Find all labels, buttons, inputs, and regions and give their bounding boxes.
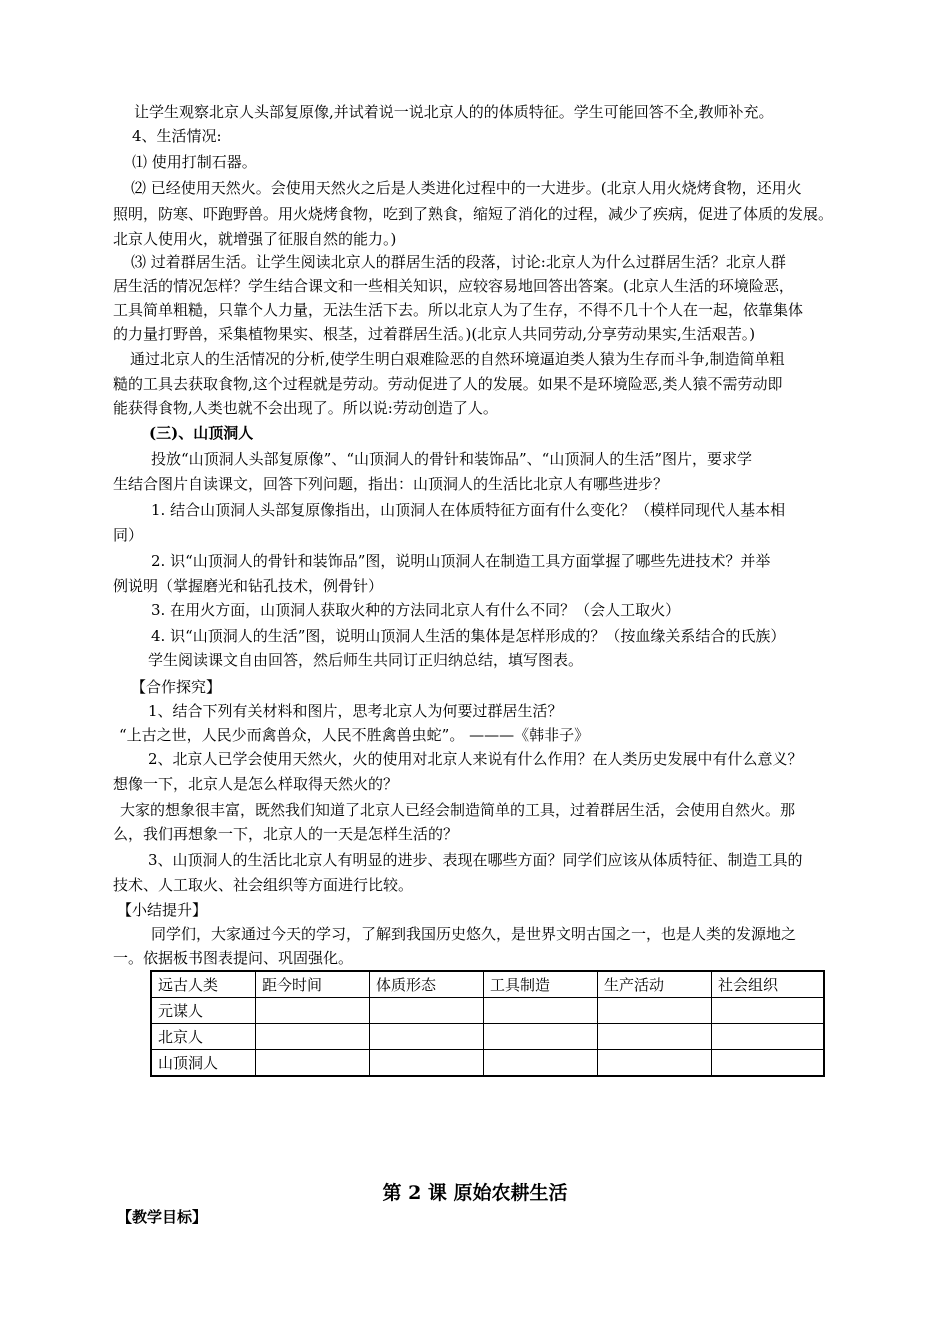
lesson-title: 第 2 课 原始农耕生活 (382, 1182, 568, 1204)
paragraph-line: 2、北京人已学会使用天然火，火的使用对北京人来说有什么作用？在人类历史发展中有什么意义？ (148, 750, 803, 768)
paragraph-line: 投放“山顶洞人头部复原像”、“山顶洞人的骨针和装饰品”、“山顶洞人的生活”图片，要求学 (151, 450, 753, 468)
table-cell (712, 1050, 825, 1077)
paragraph-line: 北京人使用火，就增强了征服自然的能力。) (113, 230, 397, 248)
paragraph-line: 技术、人工取火、社会组织等方面进行比较。 (113, 876, 414, 894)
paragraph-line: ⑵ 已经使用天然火。会使用天然火之后是人类进化过程中的一大进步。(北京人用火烧烤食物，还用火 (131, 179, 802, 197)
table-cell (256, 998, 370, 1024)
table-cell (712, 1024, 825, 1050)
table-cell (712, 998, 825, 1024)
table-cell (256, 1050, 370, 1077)
table-cell (598, 1050, 712, 1077)
table-cell (370, 1050, 484, 1077)
paragraph-line: ⑴ 使用打制石器。 (132, 153, 257, 171)
paragraph-line: 能获得食物,人类也就不会出现了。所以说:劳动创造了人。 (113, 399, 498, 417)
paragraph-line: 照明，防寒、吓跑野兽。用火烧烤食物，吃到了熟食，缩短了消化的过程，减少了疾病，促进了体质的发展。 (113, 205, 834, 223)
table-cell (598, 998, 712, 1024)
table-cell (484, 998, 598, 1024)
paragraph-line: 3、山顶洞人的生活比北京人有明显的进步、表现在哪些方面？同学们应该从体质特征、制造工具的 (148, 851, 803, 869)
paragraph-line: 工具简单粗糙，只靠个人力量，无法生活下去。所以北京人为了生存，不得不几十个人在一起，依靠集体 (113, 301, 804, 319)
table-cell (484, 1024, 598, 1050)
quote-line: “上古之世，人民少而禽兽众，人民不胜禽兽虫蛇”。 ———《韩非子》 (119, 726, 590, 744)
comparison-table (150, 970, 825, 1077)
question-line: 4. 识“山顶洞人的生活”图，说明山顶洞人生活的集体是怎样形成的？（按血缘关系结合的氏族） (151, 627, 786, 645)
table-header-row (151, 971, 824, 998)
table-header-cell: 生产活动 (598, 971, 712, 998)
table-header-cell: 远古人类 (151, 971, 256, 998)
table-cell: 元谋人 (151, 998, 256, 1024)
table-cell (484, 1050, 598, 1077)
paragraph-line: 通过北京人的生活情况的分析,使学生明白艰难险恶的自然环境逼迫类人猿为生存而斗争,制造简单粗 (130, 350, 785, 368)
question-line: 例说明（掌握磨光和钻孔技术，例骨针） (113, 577, 384, 595)
paragraph-line: 的力量打野兽，采集植物果实、根茎，过着群居生活。)(北京人共同劳动,分享劳动果实,生活艰苦。) (113, 325, 756, 343)
paragraph-line: ⑶ 过着群居生活。让学生阅读北京人的群居生活的段落，讨论:北京人为什么过群居生活？北京人群 (131, 253, 786, 271)
table-header-cell: 工具制造 (484, 971, 598, 998)
table-cell: 山顶洞人 (151, 1050, 256, 1077)
section-heading-teaching-goals: 【教学目标】 (117, 1208, 208, 1226)
table-header-cell: 距今时间 (256, 971, 370, 998)
paragraph-line: 让学生观察北京人头部复原像,并试着说一说北京人的的体质特征。学生可能回答不全,教师补充。 (134, 103, 774, 121)
table-header-cell: 社会组织 (712, 971, 825, 998)
question-line: 2. 识“山顶洞人的骨针和装饰品”图，说明山顶洞人在制造工具方面掌握了哪些先进技术？并举 (151, 552, 771, 570)
question-line: 3. 在用火方面，山顶洞人获取火种的方法同北京人有什么不同？（会人工取火） (151, 601, 681, 619)
paragraph-line: 一。依据板书图表提问、巩固强化。 (113, 949, 354, 967)
table-row (151, 998, 824, 1024)
paragraph-line: 学生阅读课文自由回答，然后师生共同订正归纳总结，填写图表。 (148, 651, 584, 669)
paragraph-line: 糙的工具去获取食物,这个过程就是劳动。劳动促进了人的发展。如果不是环境险恶,类人猿不需劳动即 (113, 375, 783, 393)
table-cell (370, 1024, 484, 1050)
paragraph-line: 4、生活情况: (132, 127, 222, 145)
paragraph-line: 么，我们再想象一下，北京人的一天是怎样生活的？ (113, 825, 459, 843)
question-line: 1. 结合山顶洞人头部复原像指出，山顶洞人在体质特征方面有什么变化？（模样同现代人基本相 (151, 501, 786, 519)
paragraph-line: 生结合图片自读课文，回答下列问题，指出：山顶洞人的生活比北京人有哪些进步？ (113, 475, 669, 493)
paragraph-line: 居生活的情况怎样？学生结合课文和一些相关知识，应较容易地回答出答案。(北京人生活的环境险恶， (113, 277, 794, 295)
table-cell (598, 1024, 712, 1050)
section-heading-summary: 【小结提升】 (117, 901, 208, 919)
paragraph-line: 同学们，大家通过今天的学习，了解到我国历史悠久，是世界文明古国之一，也是人类的发源地之 (151, 925, 797, 943)
paragraph-line: 1、结合下列有关材料和图片，思考北京人为何要过群居生活？ (148, 702, 563, 720)
table-cell (256, 1024, 370, 1050)
paragraph-line: 大家的想象很丰富，既然我们知道了北京人已经会制造简单的工具，过着群居生活，会使用自然火。那 (120, 801, 796, 819)
table-row (151, 1024, 824, 1050)
table-cell (370, 998, 484, 1024)
section-heading-cooperation: 【合作探究】 (131, 678, 222, 696)
paragraph-line: 想像一下，北京人是怎么样取得天然火的？ (113, 775, 399, 793)
question-line: 同） (113, 526, 144, 544)
table-header-cell: 体质形态 (370, 971, 484, 998)
table-cell: 北京人 (151, 1024, 256, 1050)
table-row (151, 1050, 824, 1077)
section-heading-shandingdong: (三)、山顶洞人 (149, 424, 254, 442)
